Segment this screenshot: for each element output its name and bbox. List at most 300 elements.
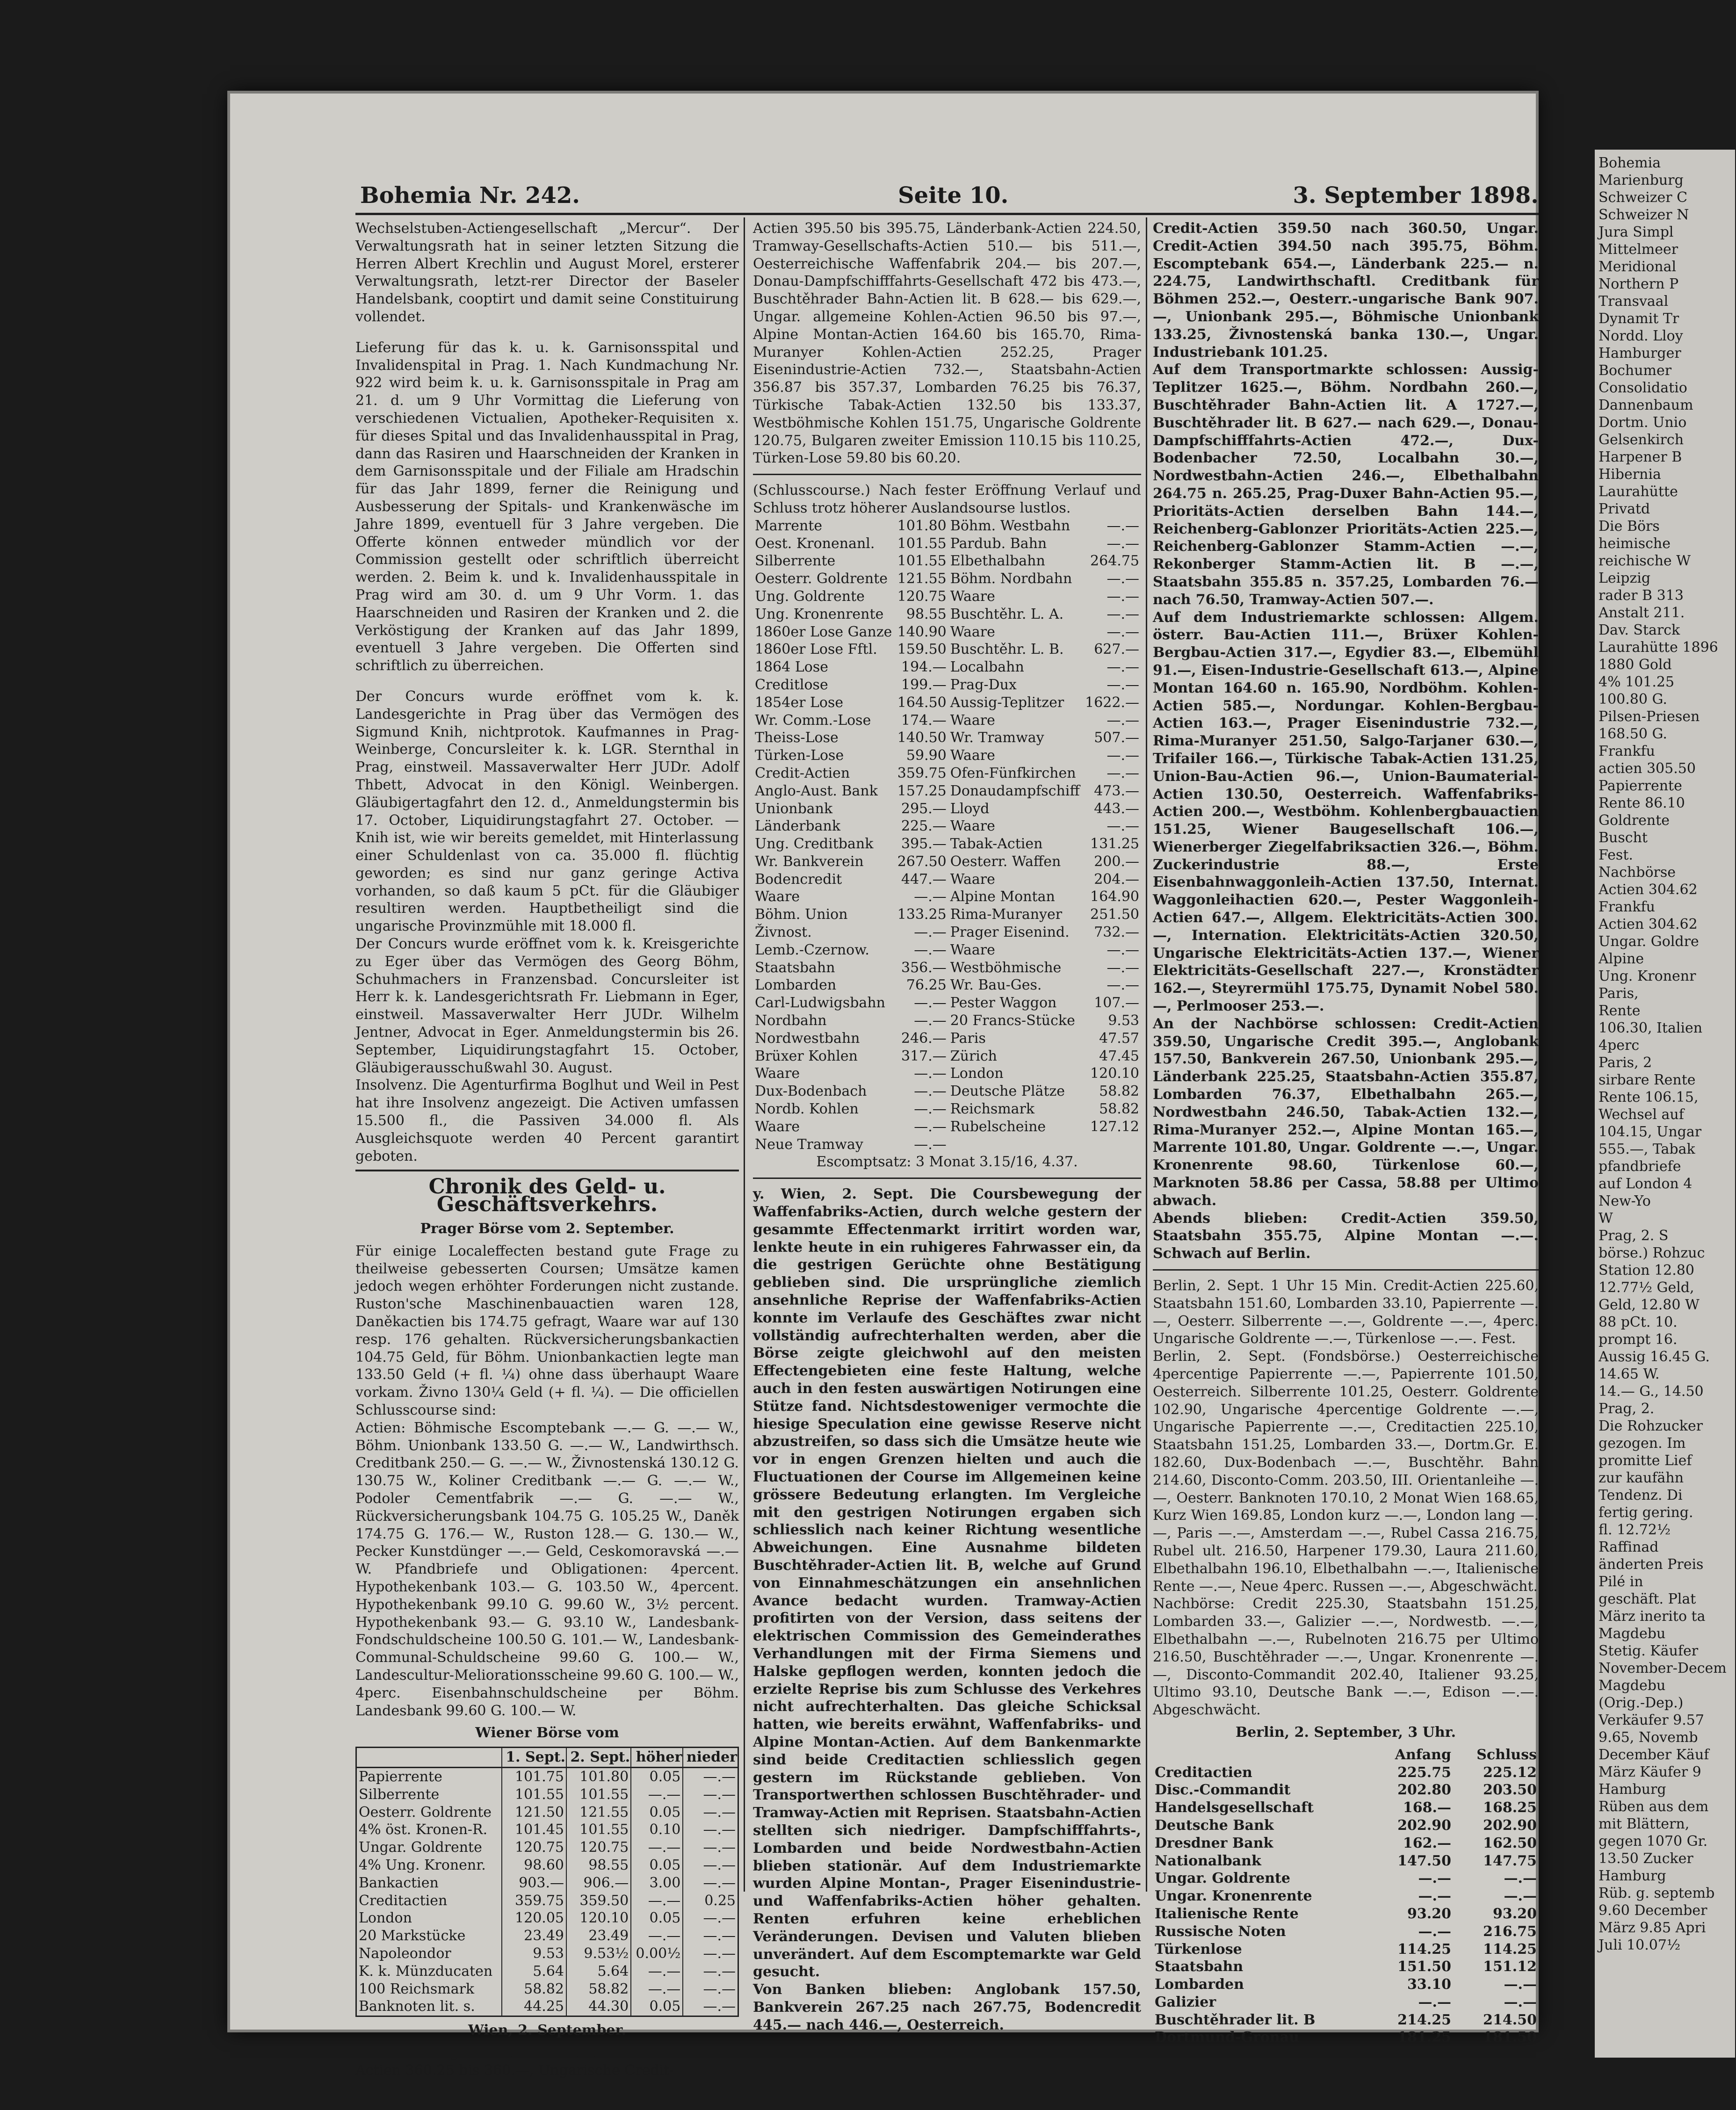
list-item: [753, 712, 1141, 730]
table-cell: Disc.-Commandit: [1155, 1782, 1291, 1799]
strip-line: mit Blättern,: [1599, 1816, 1690, 1832]
table-cell: 98.55: [906, 606, 947, 622]
strip-line: Consolidatio: [1599, 380, 1687, 396]
list-item: [753, 747, 1141, 765]
masthead-paper-number: Bohemia Nr. 242.: [360, 182, 580, 209]
table-cell: Zürich: [950, 1048, 998, 1064]
table-row: [1153, 1994, 1539, 2011]
strip-line: prompt 16.: [1599, 1331, 1678, 1348]
list-item: [753, 1065, 1141, 1083]
strip-line: Goldrente: [1599, 812, 1670, 829]
list-item: [753, 835, 1141, 853]
table-cell: Silberrente: [755, 553, 836, 570]
wien-market-report: y. Wien, 2. Sept. Die Coursbewegung der Waffenfabriks-Actien, durch welche gestern der gesammte Effectenmarkt irritirt worden war, lenkte heute in ein ruhigeres Fahrwasser ein, da die gestrigen Gerüchte ohne Bestätigung geblieben sind. Die ursprüngliche ziemlich ansehnliche Reprise der Waffenfabriks-Actien konnte im Verlaufe des Geschäftes zwar nicht vollständig aufrechterhalten werden, aber die Börse zeigte gleichwohl auf den meisten Effectengebieten eine feste Haltung, welche auch in den festen auswärtigen Notirungen eine Stütze fand. Nichtsdestoweniger vermochte die hiesige Speculation eine gewisse Reserve nicht abzustreifen, so dass sich die Umsätze heute wie vor in engen Grenzen hielten und auch die Fluctuationen der Course im Allgemeinen keine grössere Bedeutung erlangten. Im Vergleiche mit den gestrigen Notirungen ergaben sich schliesslich nach keiner Richtung wesentliche Abweichungen. Eine Ausnahme bildeten Buschtěhrader-Actien lit. B, welche auf Grund von Einnahmeschätzungen ein ansehnlichen Avance bedacht wurden. Tramway-Actien profitirten von der Version, dass seitens der elektrischen Commission des Gemeinderathes Verhandlungen mit der Firma Siemens und Halske gepflogen werden, konnten jedoch die erzielte Reprise bis zum Schlusse des Verkehres nicht aufrechterhalten. Das gleiche Schicksal hatten, wie bereits erwähnt, Waffenfabriks- und Alpine Montan-Actien. Auf dem Bankenmarkte sind beide Creditactien schliesslich gegen gestern im Rückstande geblieben. Von Transportwerthen schlossen Buschtěhrader- und Tramway-Actien mit Reprisen. Staatsbahn-Actien stellten sich niedriger. Dampfschifffahrts-, Lombarden und beide Nordwestbahn-Actien blieben stationär. Auf dem Industriemarkte wurden Alpine Montan-, Prager Eisenindustrie- und Waffenfabriks-Actien höher gehalten. Renten erfuhren keine erheblichen Veränderungen. Devisen und Valuten blieben unverändert. Auf dem Escomptemarkte war Geld gesucht.: [753, 1186, 1141, 1980]
table-cell: Unionbank: [755, 800, 833, 817]
table-cell: Dortmund-Gronau: [1155, 2029, 1299, 2046]
strip-line: Rente 106.15,: [1599, 1089, 1699, 1106]
table-row: [1153, 1799, 1539, 1817]
table-cell: 159.50: [897, 641, 947, 658]
strip-line: Frankfu: [1599, 899, 1655, 915]
masthead-date: 3. September 1898.: [1293, 182, 1539, 209]
column-2: [753, 220, 1141, 2033]
strip-line: März inerito ta: [1599, 1608, 1706, 1625]
table-cell: —.—: [683, 1909, 738, 1927]
strip-line: Transvaal: [1599, 293, 1669, 310]
strip-line: Pilé in: [1599, 1574, 1643, 1590]
wiener-boerse-title: Wiener Börse vom: [475, 1725, 619, 1741]
table-cell: 216.75: [1483, 1923, 1537, 1940]
table-cell: 164.90: [1090, 889, 1139, 905]
table-cell: —.—: [914, 889, 947, 905]
strip-line: reichische W: [1599, 553, 1691, 569]
strip-line: 1880 Gold: [1599, 657, 1672, 673]
table-cell: —.—: [631, 1980, 683, 1998]
strip-line: Nachbörse: [1599, 864, 1676, 881]
table-cell: 473.—: [1094, 782, 1139, 799]
table-cell: —.—: [683, 1786, 738, 1804]
table-cell: 168.25: [1483, 1799, 1537, 1816]
table-cell: Aussig-Teplitzer: [950, 694, 1064, 711]
table-cell: —.—: [1504, 1870, 1537, 1887]
table-cell: 101.80: [897, 517, 947, 534]
table-cell: Oesterr. Waffen: [950, 853, 1061, 870]
column-rule: [1146, 217, 1147, 1892]
table-cell: Waare: [950, 871, 995, 888]
table-cell: —.—: [683, 1767, 738, 1785]
table-row: [356, 1874, 738, 1892]
table-cell: Dux-Bodenbach: [755, 1083, 867, 1100]
table-row: [356, 1998, 738, 2016]
table-cell: 0.00½: [631, 1945, 683, 1963]
transportmarkt: Auf dem Transportmarkte schlossen: Aussig-Teplitzer 1625.—, Böhm. Nordbahn 260.—, Buschtěhrader Bahn-Actien lit. A 1727.—, Buschtěhrader lit. B 627.— nach 629.—, Donau-Dampfschifffahrts-Actien 472.—, Dux-Bodenbacher 72.50, Localbahn 30.—, Nordwestbahn-Actien 246.—, Elbethalbahn 264.75 n. 265.25, Prag-Duxer Bahn-Actien 95.—, Prioritäts-Actien derselben Bahn 144.—, Reichenberg-Gablonzer Prioritäts-Actien 225.—, Reichenberg-Gablonzer Stamm-Actien —.—, Rekonberger Stamm-Actien lit. B —.—, Staatsbahn 355.85 n. 357.25, Lombarden 76.— nach 76.50, Tramway-Actien 507.—.: [1153, 361, 1539, 608]
table-cell: Alpine Montan: [950, 889, 1055, 905]
list-item: [753, 1012, 1141, 1030]
list-item: [753, 517, 1141, 535]
table-row: [356, 1857, 738, 1874]
table-cell: 107.—: [1094, 995, 1139, 1012]
table-cell: 4% öst. Kronen-R.: [356, 1821, 502, 1839]
strip-line: Hamburger: [1599, 345, 1681, 361]
table-cell: 23.49: [566, 1927, 631, 1945]
strip-line: 104.15, Ungar: [1599, 1124, 1702, 1140]
table-cell: 101.45: [502, 1821, 566, 1839]
table-cell: 627.—: [1094, 641, 1139, 658]
table-cell: —.—: [1107, 535, 1139, 552]
strip-line: heimische: [1599, 535, 1671, 552]
strip-line: 13.50 Zucker: [1599, 1850, 1693, 1867]
strip-line: December Käuf: [1599, 1747, 1709, 1763]
strip-line: (Orig.-Dep.): [1599, 1695, 1684, 1711]
list-item: [753, 782, 1141, 800]
table-cell: 101.55: [897, 553, 947, 570]
strip-line: Marienburg: [1599, 172, 1684, 188]
table-cell: —.—: [1107, 977, 1139, 994]
strip-line: Meridional: [1599, 259, 1677, 275]
strip-line: zur kaufähn: [1599, 1470, 1684, 1486]
table-cell: Rubelscheine: [950, 1118, 1046, 1135]
table-cell: —.—: [1107, 571, 1139, 587]
abends: Abends blieben: Credit-Actien 359.50, Staatsbahn 355.75, Alpine Montan —.—. Schwach auf Berlin.: [1153, 1210, 1539, 1262]
table-row: [1153, 1958, 1539, 1976]
table-cell: —.—: [1504, 1976, 1537, 1993]
table-cell: Creditlose: [755, 676, 828, 693]
strip-line: 4perc: [1599, 1037, 1640, 1054]
list-item: [753, 817, 1141, 835]
table-cell: Ung. Creditbank: [755, 836, 874, 853]
table-cell: —.—: [1418, 1870, 1451, 1887]
table-cell: —.—: [683, 1839, 738, 1857]
table-cell: 251.50: [1090, 906, 1139, 923]
strip-line: Geld, 12.80 W: [1599, 1297, 1700, 1313]
table-cell: 507.—: [1094, 730, 1139, 746]
table-cell: Credit-Actien: [755, 765, 850, 781]
table-cell: —.—: [1107, 941, 1139, 958]
prager-boerse-report: Für einige Localeffecten bestand gute Frage zu theilweise gebesserten Coursen; Umsätze kamen jedoch wegen erhöhter Forderungen nicht zustande. Ruston'sche Maschinenbauactien waren 128, Daněkactien bis 174.75 gefragt, Waare war auf 130 resp. 176 gehalten. Rückversicherungsbankactien 104.75 Geld, für Böhm. Unionbankactien legte man 133.50 Geld (+ fl. ¼) ohne dass überhaupt Waare vorkam. Živno 130¼ Geld (+ fl. ¼). — Die officiellen Schlusscourse sind:: [355, 1243, 739, 1418]
table-cell: 58.82: [1099, 1101, 1139, 1118]
strip-line: börse.) Rohzuc: [1599, 1245, 1705, 1261]
prager-boerse-courses: Actien: Böhmische Escomptebank —.— G. —.— W., Böhm. Unionbank 133.50 G. —.— W., Landwirthsch. Creditbank 250.— G. —.— W., Živnostenská 130.12 G. 130.75 W., Koliner Creditbank —.— G. —.— W., Podoler Cementfabrik —.— G. —.— W., Rückversicherungsbank 104.75 G. 105.25 W., Daněk 174.75 G. 176.— W., Ruston 128.— G. 130.— W., Pecker Kunstdünger —.— Geld, Ceskomoravská —.— W. Pfandbriefe und Obligationen: 4percent. Hypothekenbank 103.— G. 103.50 W., 4percent. Hypothekenbank 99.10 G. 99.60 W., 3½ percent. Hypothekenbank 93.— G. 93.10 W., Landesbank-Fondschuldscheine 100.50 G. 101.— W., Landesbank-Communal-Schuldscheine 99.60 G. 100.— W., Landescultur-Meliorationsscheine 99.60 G. 100.— W., 4perc. Eisenbahnschuldscheine per Böhm. Landesbank 99.60 G. 100.— W.: [355, 1419, 739, 1719]
table-row: [1153, 1835, 1539, 1852]
table-row: [1153, 2029, 1539, 2046]
table-cell: —.—: [914, 1012, 947, 1029]
table-cell: 181.50: [1483, 2029, 1537, 2046]
strip-line: Rüben aus dem: [1599, 1799, 1709, 1815]
strip-line: Anstalt 211.: [1599, 605, 1685, 621]
strip-line: Nordd. Lloy: [1599, 328, 1683, 344]
table-cell: Brüxer Kohlen: [755, 1048, 858, 1064]
section-rule: [1153, 1269, 1539, 1271]
table-cell: 101.55: [897, 535, 947, 552]
table-cell: Waare: [755, 1065, 800, 1082]
table-cell: Silberrente: [356, 1786, 502, 1804]
list-item: [753, 1100, 1141, 1118]
table-cell: Wr. Comm.-Lose: [755, 712, 871, 729]
table-cell: 0.10: [631, 1821, 683, 1839]
table-cell: Elbethalbahn: [950, 553, 1045, 570]
table-header-row: [356, 1748, 738, 1768]
strip-line: März Käufer 9: [1599, 1764, 1701, 1780]
table-cell: —.—: [683, 1998, 738, 2016]
table-row: [1153, 1905, 1539, 1923]
table-cell: 181.25: [1397, 2029, 1451, 2046]
table-cell: Wr. Bankverein: [755, 853, 864, 870]
table-cell: Waare: [950, 818, 995, 835]
strip-line: März 9.85 Apri: [1599, 1920, 1706, 1936]
table-cell: Türkenlose: [1155, 1941, 1242, 1958]
table-cell: Böhm. Westbahn: [950, 517, 1071, 534]
table-cell: 443.—: [1094, 800, 1139, 817]
vorboerse-continued: Actien 395.50 bis 395.75, Länderbank-Actien 224.50, Tramway-Gesellschafts-Actien 510.— bis 511.—, Oesterreichische Waffenfabrik 204.— bis 207.—, Donau-Dampfschifffahrts-Gesellschaft 472 bis 473.—, Buschtěhrader Bahn-Actien lit. B 628.— bis 629.—, Ungar. allgemeine Kohlen-Actien 96.50 bis 97.—, Alpine Montan-Actien 164.60 bis 165.70, Rima-Muranyer Kohlen-Actien 252.25, Prager Eisenindustrie-Actien 732.—, Staatsbahn-Actien 356.87 bis 357.37, Lombarden 76.25 bis 76.37, Türkische Tabak-Actien 132.50 bis 133.37, Westböhmische Kohlen 151.75, Ungarische Goldrente 120.75, Bulgaren zweiter Emission 110.15 bis 110.25, Türken-Lose 59.80 bis 60.20.: [753, 220, 1141, 467]
table-cell: Marrente: [755, 517, 823, 534]
strip-line: Dannenbaum: [1599, 397, 1693, 413]
article-mercur: Wechselstuben-Actiengesellschaft „Mercur“. Der Verwaltungsrath hat in seiner letzten Sitzung die Herren Albert Krechlin und August Morel, ersterer Verwaltungsrath, letzt-rer Director der Baseler Handelsbank, cooptirt und damit seine Constituirung vollendet.: [355, 220, 739, 325]
table-cell: Prag-Dux: [950, 676, 1017, 693]
table-cell: Banknoten lit. s.: [356, 1998, 502, 2016]
schlusscourse-list: [753, 517, 1141, 1154]
table-cell: 9.53: [1108, 1012, 1139, 1029]
strip-line: Harpener B: [1599, 449, 1682, 465]
table-cell: 147.50: [1397, 1852, 1451, 1869]
strip-line: 100.80 G.: [1599, 691, 1667, 708]
strip-line: Schweizer C: [1599, 189, 1688, 206]
strip-line: Wechsel auf: [1599, 1106, 1684, 1123]
table-cell: Waare: [950, 747, 995, 764]
table-cell: Rima-Muranyer: [950, 906, 1063, 923]
schlusscourse-intro: (Schlusscourse.) Nach fester Eröffnung Verlauf und Schluss trotz höherer Auslandsourse lustlos.: [753, 482, 1141, 516]
table-cell: 0.05: [631, 1998, 683, 2016]
strip-line: änderten Preis: [1599, 1556, 1704, 1573]
column-header: höher: [631, 1748, 683, 1768]
table-cell: 44.30: [566, 1998, 631, 2016]
table-cell: Böhm. Nordbahn: [950, 571, 1072, 587]
table-cell: Živnost.: [755, 924, 812, 941]
table-cell: 202.80: [1397, 1782, 1451, 1799]
table-cell: —.—: [914, 1136, 947, 1153]
strip-line: Die Börs: [1599, 518, 1660, 535]
table-cell: 23.49: [502, 1927, 566, 1945]
table-cell: —.—: [1107, 765, 1139, 781]
table-row: [356, 1804, 738, 1821]
table-cell: 114.25: [1483, 1941, 1537, 1958]
list-item: [753, 1048, 1141, 1065]
strip-line: 12.77½ Geld,: [1599, 1279, 1694, 1296]
table-cell: 100 Reichsmark: [356, 1980, 502, 1998]
table-cell: 98.60: [502, 1857, 566, 1874]
strip-line: actien 305.50: [1599, 760, 1696, 777]
table-cell: 1860er Lose Fftl.: [755, 641, 877, 658]
masthead-rule: [355, 213, 1539, 215]
table-cell: London: [950, 1065, 1004, 1082]
strip-line: Privatd: [1599, 501, 1650, 517]
strip-line: Die Rohzucker: [1599, 1418, 1703, 1434]
list-item: [753, 658, 1141, 676]
strip-line: Ungar. Goldre: [1599, 933, 1699, 950]
table-cell: 162.50: [1483, 1835, 1537, 1851]
berlin-courses-table: [1153, 1746, 1539, 2047]
table-cell: Westböhmische: [950, 959, 1062, 976]
table-cell: Nordbahn: [755, 1012, 827, 1029]
strip-line: Papierrente: [1599, 778, 1682, 794]
table-cell: Wr. Bau-Ges.: [950, 977, 1042, 994]
table-cell: Ung. Goldrente: [755, 588, 865, 605]
table-cell: 133.25: [897, 906, 947, 923]
strip-line: Jura Simpl: [1599, 224, 1674, 240]
table-cell: —.—: [683, 1945, 738, 1963]
column-rule: [744, 217, 745, 1892]
table-cell: 1864 Lose: [755, 659, 829, 676]
table-cell: —.—: [1418, 1994, 1451, 2010]
adjacent-page-strip: [1595, 150, 1735, 2058]
table-cell: 359.50: [566, 1892, 631, 1910]
strip-line: Fest.: [1599, 847, 1633, 863]
strip-line: Frankfu: [1599, 743, 1655, 759]
strip-line: W: [1599, 1210, 1613, 1227]
list-item: [753, 641, 1141, 658]
table-cell: 202.90: [1483, 1817, 1537, 1834]
table-cell: —.—: [683, 1857, 738, 1874]
table-cell: Lombarden: [1155, 1976, 1244, 1993]
list-item: [753, 906, 1141, 924]
berlin-3-uhr-title: Berlin, 2. September, 3 Uhr.: [1235, 1724, 1456, 1741]
table-cell: 194.—: [901, 659, 947, 676]
table-row: [1153, 1887, 1539, 1905]
table-cell: 58.82: [566, 1980, 631, 1998]
strip-line: Paris, 2: [1599, 1055, 1652, 1071]
table-cell: Reichsmark: [950, 1101, 1035, 1118]
strip-line: Aussig 16.45 G.: [1599, 1349, 1710, 1365]
list-item: [753, 976, 1141, 994]
table-cell: —.—: [914, 941, 947, 958]
industriemarkt: Auf dem Industriemarkte schlossen: Allgem. österr. Bau-Actien 111.—, Brüxer Kohlen-Bergbau-Actien 317.—, Egydier 83.—, Elbemühl 91.—, Eisen-Industrie-Gesellschaft 613.—, Alpine Montan 164.60 n. 165.90, Nordböhm. Kohlen-Actien 585.—, Nordungar. Kohlen-Bergbau-Actien 163.—, Prager Eisenindustrie 732.—, Rima-Muranyer 251.50, Salgo-Tarjaner 630.—, Trifailer 166.—, Türkische Tabak-Actien 131.25, Union-Bau-Actien 96.—, Union-Baumaterial-Actien 130.50, Oesterreich. Waffenfabriks-Actien 200.—, Westböhm. Kohlenbergbauactien 151.25, Wiener Baugesellschaft 106.—, Wienerberger Ziegelfabriksactien 326.—, Böhm. Zuckerindustrie 88.—, Erste Eisenbahnwaggonleih-Actien 137.50, Internat. Waggonleihactien 620.—, Pester Waggonleih-Actien 647.—, Allgem. Elektricitäts-Actien 300.—, Internation. Elektricitäts-Actien 320.50, Ungarische Elektricitäts-Actien 137.—, Wiener Elektricitäts-Gesellschaft 227.—, Kronstädter 162.—, Steyrermühl 175.75, Dynamit Nobel 580.—, Perlmooser 253.—.: [1153, 609, 1539, 1015]
strip-line: Dynamit Tr: [1599, 311, 1679, 327]
table-cell: 174.—: [901, 712, 947, 729]
table-cell: 58.82: [1099, 1083, 1139, 1100]
strip-line: Rüb. g. septemb: [1599, 1885, 1715, 1901]
table-cell: —.—: [914, 924, 947, 941]
table-cell: —.—: [1107, 818, 1139, 835]
table-cell: Dresdner Bank: [1155, 1835, 1273, 1851]
table-header-row: [1153, 1746, 1539, 1764]
table-cell: Donaudampfschiff: [950, 782, 1080, 799]
column-header: Schluss: [1476, 1746, 1537, 1763]
strip-line: Rente: [1599, 1003, 1641, 1019]
table-cell: Italienische Rente: [1155, 1905, 1299, 1922]
list-item: [753, 623, 1141, 641]
strip-line: Prag, 2. S: [1599, 1228, 1669, 1244]
strip-line: New-Yo: [1599, 1193, 1651, 1209]
table-cell: 903.—: [502, 1874, 566, 1892]
table-cell: —.—: [683, 1804, 738, 1821]
table-cell: —.—: [631, 1927, 683, 1945]
list-item: [753, 694, 1141, 712]
strip-line: gezogen. Im: [1599, 1435, 1686, 1452]
berlin-early: Berlin, 2. Sept. 1 Uhr 15 Min. Credit-Actien 225.60, Staatsbahn 151.60, Lombarden 33.10, Papierrente —.—, Oesterr. Silberrente —.—, Goldrente —.—, 4perc. Ungarische Goldrente —.—, Türkenlose —.—. Fest.: [1153, 1278, 1539, 1347]
list-item: [753, 606, 1141, 623]
table-cell: Ofen-Fünfkirchen: [950, 765, 1076, 781]
strip-line: Ung. Kronenr: [1599, 968, 1696, 984]
table-cell: Pardub. Bahn: [950, 535, 1047, 552]
table-cell: —.—: [1107, 659, 1139, 676]
strip-line: Dav. Starck: [1599, 622, 1680, 638]
table-cell: 101.55: [566, 1821, 631, 1839]
table-cell: Oest. Kronenanl.: [755, 535, 875, 552]
strip-line: gegen 1070 Gr.: [1599, 1833, 1708, 1850]
table-cell: Ungar. Goldrente: [356, 1839, 502, 1857]
escomptsatz: Escomptsatz: 3 Monat 3.15/16, 4.37.: [816, 1154, 1078, 1171]
strip-line: fl. 12.72½: [1599, 1522, 1671, 1538]
list-item: [753, 1136, 1141, 1154]
strip-line: Northern P: [1599, 276, 1679, 292]
table-row: [356, 1767, 738, 1785]
table-cell: Lemb.-Czernow.: [755, 941, 869, 958]
table-cell: 225.—: [901, 818, 947, 835]
strip-line: Paris,: [1599, 985, 1639, 1002]
strip-line: Stetig. Käufer: [1599, 1643, 1699, 1659]
strip-line: Alpine: [1599, 951, 1644, 967]
table-cell: Waare: [950, 941, 995, 958]
table-cell: 101.80: [566, 1767, 631, 1785]
column-header: 1. Sept.: [502, 1748, 566, 1768]
table-cell: —.—: [1504, 1888, 1537, 1905]
table-cell: 131.25: [1090, 836, 1139, 853]
wien-vorboerse: An der heutigen Vorbörse notirten: Oesterr. Credit-Actien 360.25 bis 360.—, Ungarische Credit-: [355, 2044, 739, 2079]
table-cell: Ungar. Goldrente: [1155, 1870, 1290, 1887]
table-cell: Neue Tramway: [755, 1136, 863, 1153]
strip-line: Rente 86.10: [1599, 795, 1685, 811]
table-cell: Pester Waggon: [950, 995, 1057, 1012]
strip-line: 9.65, Novemb: [1599, 1729, 1698, 1746]
strip-line: Tendenz. Di: [1599, 1487, 1683, 1503]
strip-line: Buscht: [1599, 830, 1648, 846]
table-cell: Napoleondor: [356, 1945, 502, 1963]
section-rule: [753, 1178, 1141, 1179]
masthead-page-number: Seite 10.: [898, 182, 1009, 209]
article-insolvenz: Insolvenz. Die Agenturfirma Boglhut und Weil in Pest hat ihre Insolvenz angezeigt. Die Activen umfassen 15.500 fl., die Passiven 34.000 fl. Als Ausgleichsquote werden 40 Percent garantirt geboten.: [355, 1077, 739, 1164]
table-cell: Theiss-Lose: [755, 730, 839, 746]
strip-line: Verkäufer 9.57: [1599, 1712, 1704, 1728]
table-row: [356, 1909, 738, 1927]
table-cell: 9.53½: [566, 1945, 631, 1963]
article-concurs-eger: Der Concurs wurde eröffnet vom k. k. Kreisgerichte zu Eger über das Vermögen des Georg Böhm, Schuhmachers in Franzensbad. Concursleiter ist Herr k. k. Landesgerichtsrath Fr. Liebmann in Eger, einstweil. Massaverwalter Herr JUDr. Wilhelm Jentner, Advocat in Eger. Anmeldungstermin bis 26. September, Liquidirungstagfahrt 15. October, Gläubigerausschußwahl 30. August.: [355, 936, 739, 1076]
table-cell: 264.75: [1090, 553, 1139, 570]
table-cell: —.—: [683, 1963, 738, 1980]
table-cell: 214.50: [1483, 2011, 1537, 2028]
table-row: [356, 1963, 738, 1980]
table-cell: 120.75: [566, 1839, 631, 1857]
strip-line: 168.50 G.: [1599, 726, 1667, 742]
table-cell: 127.12: [1090, 1118, 1139, 1135]
strip-line: Bohemia: [1599, 155, 1661, 171]
table-cell: 147.75: [1483, 1852, 1537, 1869]
table-cell: Paris: [950, 1030, 986, 1047]
column-3: [1153, 220, 1539, 2046]
table-cell: 93.20: [1407, 1905, 1451, 1922]
strip-line: 9.60 December: [1599, 1902, 1707, 1919]
strip-line: Laurahütte 1896: [1599, 639, 1718, 656]
table-cell: 157.25: [897, 782, 947, 799]
table-row: [356, 1839, 738, 1857]
list-item: [753, 924, 1141, 941]
table-cell: 395.—: [901, 836, 947, 853]
table-cell: 356.—: [901, 959, 947, 976]
table-cell: 120.05: [502, 1909, 566, 1927]
table-cell: 906.—: [566, 1874, 631, 1892]
column-header: 2. Sept.: [566, 1748, 631, 1768]
table-cell: Böhm. Union: [755, 906, 848, 923]
table-cell: 0.25: [683, 1892, 738, 1910]
table-cell: Länderbank: [755, 818, 841, 835]
list-item: [753, 535, 1141, 553]
table-cell: Galizier: [1155, 1994, 1216, 2010]
table-row: [356, 1892, 738, 1910]
strip-line: Magdebu: [1599, 1626, 1666, 1642]
strip-line: 88 pCt. 10.: [1599, 1314, 1678, 1330]
table-cell: 0.05: [631, 1804, 683, 1821]
table-cell: 101.55: [502, 1786, 566, 1804]
list-item: [753, 994, 1141, 1012]
strip-line: Hamburg: [1599, 1868, 1666, 1884]
table-cell: Carl-Ludwigsbahn: [755, 995, 885, 1012]
table-cell: 140.50: [897, 730, 947, 746]
table-cell: Deutsche Bank: [1155, 1817, 1274, 1834]
column-header: [356, 1748, 502, 1768]
table-cell: [948, 1136, 1083, 1154]
table-cell: 204.—: [1094, 871, 1139, 888]
table-cell: Bankactien: [356, 1874, 502, 1892]
strip-line: fertig gering.: [1599, 1504, 1693, 1521]
strip-line: Mittelmeer: [1599, 241, 1678, 258]
list-item: [753, 1118, 1141, 1136]
